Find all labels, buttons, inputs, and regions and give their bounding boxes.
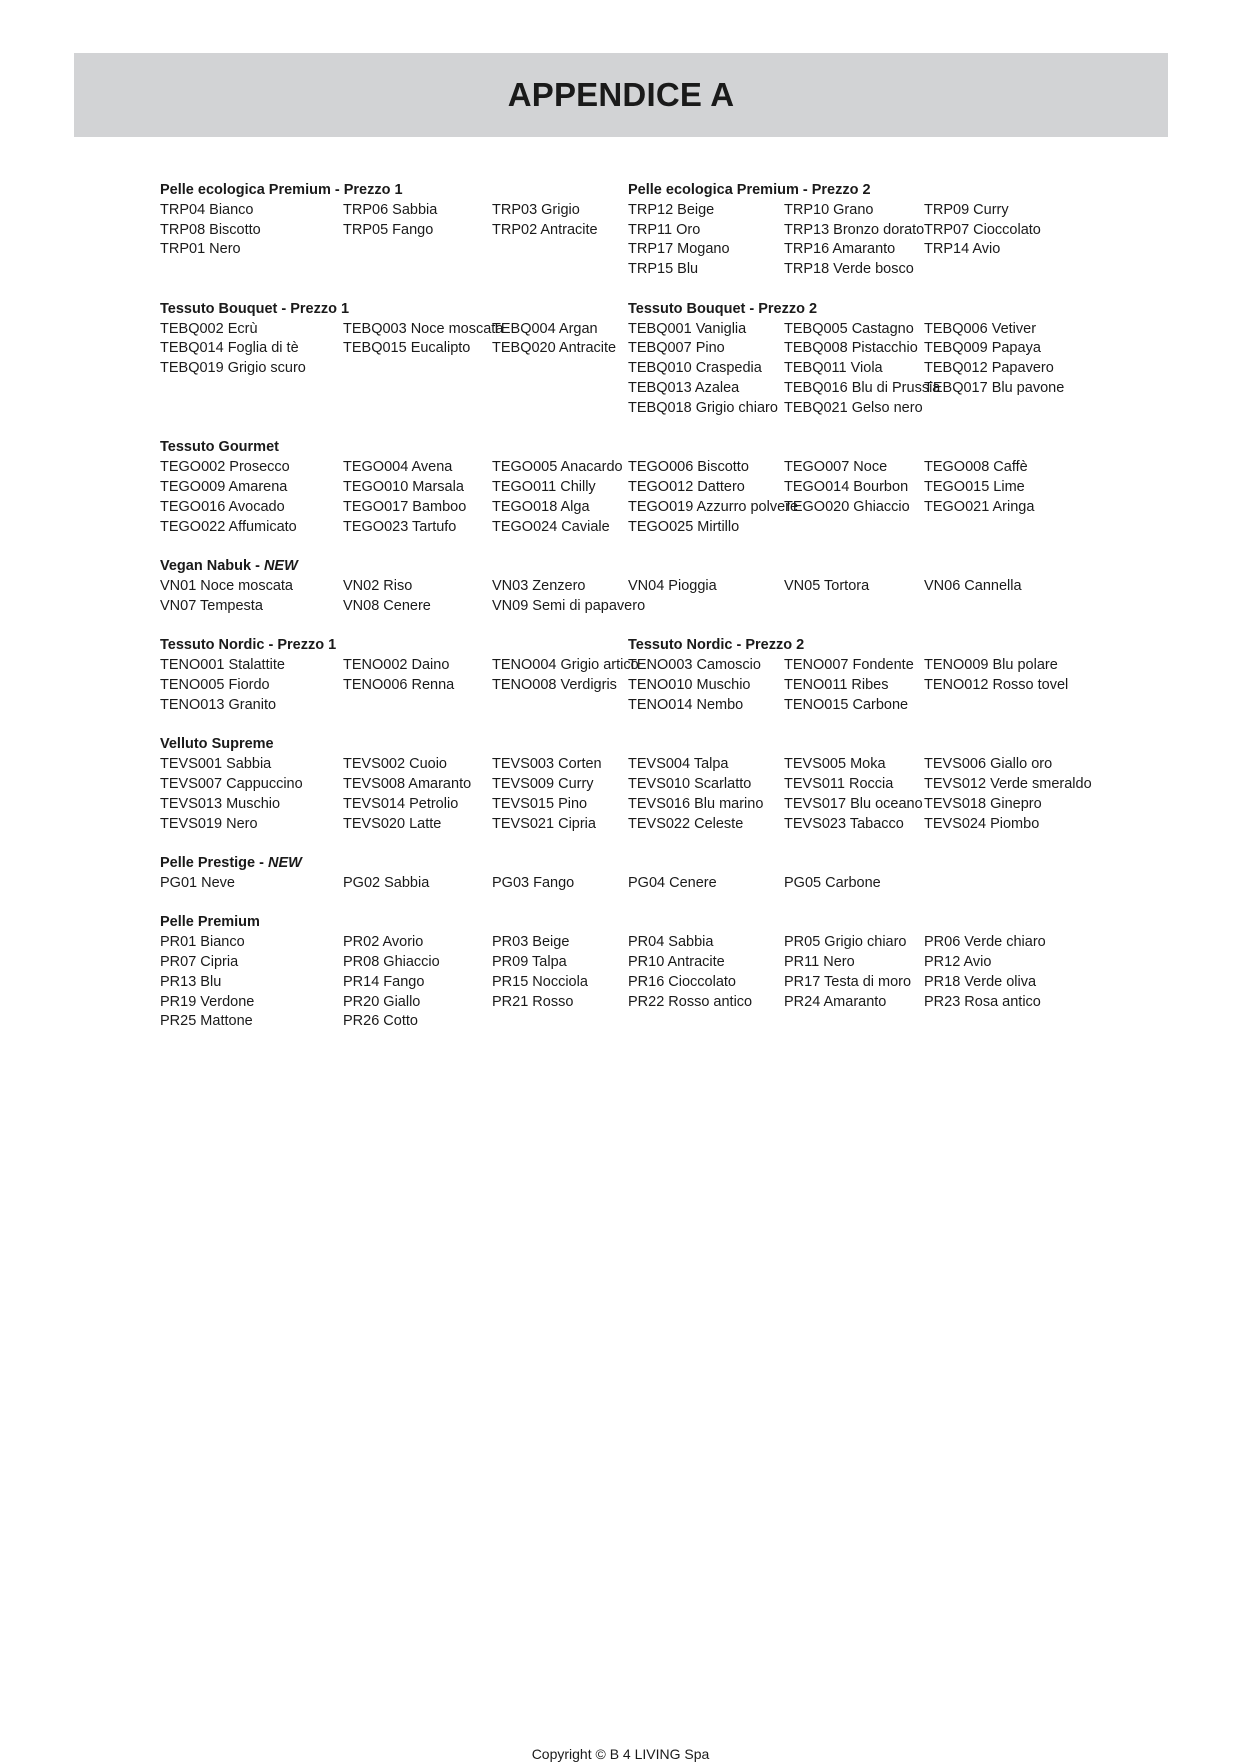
finish-row <box>160 993 1120 1013</box>
finish-item: TEVS023 Tabacco <box>784 815 904 832</box>
finish-item: TRP06 Sabbia <box>343 201 438 218</box>
finish-item: TEVS006 Giallo oro <box>924 756 1053 773</box>
finish-section <box>160 854 1120 894</box>
finish-item <box>784 1012 924 1032</box>
finish-item <box>784 518 924 538</box>
finish-item: TEBQ015 Eucalipto <box>343 340 471 357</box>
finish-item <box>924 399 1074 419</box>
finish-item: TRP09 Curry <box>924 201 1009 218</box>
finish-item: TEVS013 Muschio <box>160 795 281 812</box>
finish-item: TENO005 Fiordo <box>160 676 270 693</box>
finish-item: TEGO019 Azzurro polvere <box>628 498 799 515</box>
section-title-text: Pelle Prestige - <box>160 855 268 872</box>
finish-row <box>160 953 1120 973</box>
finish-item: VN06 Cannella <box>924 577 1022 594</box>
finish-item: TEBQ006 Vetiver <box>924 320 1037 337</box>
finish-item: TEBQ012 Papavero <box>924 360 1054 377</box>
finish-item: TENO015 Carbone <box>784 696 909 713</box>
finish-item: TEGO008 Caffè <box>924 459 1028 476</box>
finish-item: TEBQ014 Foglia di tè <box>160 340 299 357</box>
finish-item: TEGO006 Biscotto <box>628 459 749 476</box>
new-badge: NEW <box>263 558 298 575</box>
finish-item: TRP16 Amaranto <box>784 241 896 258</box>
finish-item: TEGO015 Lime <box>924 478 1025 495</box>
finish-item: PG03 Fango <box>492 874 575 891</box>
finish-item <box>343 260 492 280</box>
finish-item: TRP07 Cioccolato <box>924 221 1041 238</box>
section-title <box>160 636 628 656</box>
section-title-secondary: Tessuto Bouquet - Prezzo 2 <box>628 300 818 317</box>
finish-row <box>160 933 1120 953</box>
finish-item: TRP14 Avio <box>924 241 1001 258</box>
finish-item: TEGO024 Caviale <box>492 518 610 535</box>
finish-item <box>343 359 492 379</box>
finish-list <box>160 181 1120 1052</box>
finish-item: TEGO007 Noce <box>784 459 888 476</box>
finish-item <box>343 399 492 419</box>
finish-item: TEGO004 Avena <box>343 459 453 476</box>
finish-item: VN01 Noce moscata <box>160 577 293 594</box>
finish-row <box>160 795 1120 815</box>
finish-item: TEBQ009 Papaya <box>924 340 1041 357</box>
section-title-row <box>160 735 1120 755</box>
finish-item: TEBQ016 Blu di Prussia <box>784 379 941 396</box>
finish-item: TEVS020 Latte <box>343 815 442 832</box>
finish-section <box>160 557 1120 616</box>
finish-item: TEBQ005 Castagno <box>784 320 914 337</box>
finish-section <box>160 735 1120 834</box>
finish-row <box>160 260 1120 280</box>
finish-item: TEVS014 Petrolio <box>343 795 459 812</box>
finish-item <box>492 359 628 379</box>
finish-item: PR24 Amaranto <box>784 993 887 1010</box>
finish-item: TEBQ013 Azalea <box>628 379 740 396</box>
finish-item: TEVS005 Moka <box>784 756 886 773</box>
finish-item: PR13 Blu <box>160 973 222 990</box>
finish-item <box>492 696 628 716</box>
finish-item: TRP05 Fango <box>343 221 434 238</box>
finish-section <box>160 913 1120 1032</box>
section-title <box>160 913 628 933</box>
finish-item: PR20 Giallo <box>343 993 421 1010</box>
finish-item: TEVS001 Sabbia <box>160 756 272 773</box>
finish-item <box>492 260 628 280</box>
finish-item: TRP18 Verde bosco <box>784 261 914 278</box>
finish-item: TRP11 Oro <box>628 221 701 238</box>
finish-item: PG01 Neve <box>160 874 235 891</box>
finish-item <box>924 874 1074 894</box>
finish-item: TEVS015 Pino <box>492 795 588 812</box>
finish-item: TEBQ007 Pino <box>628 340 725 357</box>
finish-item: TENO014 Nembo <box>628 696 744 713</box>
section-title-secondary: Pelle ecologica Premium - Prezzo 2 <box>628 182 871 198</box>
finish-item <box>924 518 1074 538</box>
finish-item: TEGO025 Mirtillo <box>628 518 740 535</box>
section-title-text: Tessuto Gourmet <box>160 439 279 456</box>
finish-item: PR09 Talpa <box>492 954 567 971</box>
finish-item: PR01 Bianco <box>160 934 245 951</box>
finish-item: TRP01 Nero <box>160 241 241 258</box>
section-title-row <box>160 557 1120 577</box>
finish-item: TEGO016 Avocado <box>160 498 285 515</box>
finish-item: VN05 Tortora <box>784 577 870 594</box>
finish-item <box>924 260 1074 280</box>
finish-row <box>160 399 1120 419</box>
section-title <box>160 438 628 458</box>
finish-section <box>160 636 1120 715</box>
finish-item: PR18 Verde oliva <box>924 973 1037 990</box>
finish-row <box>160 775 1120 795</box>
finish-item: TEGO023 Tartufo <box>343 518 457 535</box>
finish-item <box>160 399 343 419</box>
copyright-footer: Copyright © B 4 LIVING Spa <box>531 1746 710 1762</box>
finish-item <box>160 379 343 399</box>
finish-item: VN04 Pioggia <box>628 577 717 594</box>
new-badge: NEW <box>268 855 302 872</box>
finish-row <box>160 597 1120 617</box>
finish-row <box>160 478 1120 498</box>
finish-item: TEBQ019 Grigio scuro <box>160 360 306 377</box>
finish-item: TEBQ011 Viola <box>784 360 883 377</box>
finish-item: TEGO022 Affumicato <box>160 518 297 535</box>
finish-item: PR15 Nocciola <box>492 973 588 990</box>
finish-item: PR21 Rosso <box>492 993 574 1010</box>
finish-item <box>628 597 784 617</box>
finish-row <box>160 458 1120 478</box>
finish-item: TEGO017 Bamboo <box>343 498 467 515</box>
finish-row <box>160 1012 1120 1032</box>
finish-item: TEVS003 Corten <box>492 756 602 773</box>
finish-item: PG05 Carbone <box>784 874 881 891</box>
finish-item: TEVS022 Celeste <box>628 815 744 832</box>
finish-item: TEGO021 Aringa <box>924 498 1035 515</box>
finish-item: PR07 Cipria <box>160 954 239 971</box>
finish-item: TENO012 Rosso tovel <box>924 676 1069 693</box>
finish-row <box>160 874 1120 894</box>
finish-item: TEBQ002 Ecrù <box>160 320 258 337</box>
section-title-row <box>160 636 1120 656</box>
section-title-text: Pelle ecologica Premium - Prezzo 1 <box>160 182 403 198</box>
finish-item: TRP04 Bianco <box>160 201 254 218</box>
finish-item: TRP03 Grigio <box>492 201 580 218</box>
section-title-text: Tessuto Nordic - Prezzo 1 <box>160 637 337 654</box>
finish-item <box>924 1012 1074 1032</box>
finish-section <box>160 300 1120 419</box>
finish-item: PR26 Cotto <box>343 1013 418 1030</box>
finish-item <box>492 379 628 399</box>
finish-item: PR08 Ghiaccio <box>343 954 440 971</box>
section-title-text: Vegan Nabuk - <box>160 558 264 575</box>
finish-section <box>160 438 1120 537</box>
finish-item: PR23 Rosa antico <box>924 993 1041 1010</box>
finish-item: PR12 Avio <box>924 954 992 971</box>
section-title-text: Tessuto Bouquet - Prezzo 1 <box>160 300 350 317</box>
finish-item: TEBQ003 Noce moscata <box>343 320 504 337</box>
finish-item: TENO011 Ribes <box>784 676 889 693</box>
finish-item: TEGO011 Chilly <box>492 478 596 495</box>
finish-item: VN08 Cenere <box>343 597 431 614</box>
finish-item: TENO009 Blu polare <box>924 657 1058 674</box>
finish-item <box>492 399 628 419</box>
finish-item: TEBQ018 Grigio chiaro <box>628 399 778 416</box>
section-title-row <box>160 913 1120 933</box>
section-title-text: Pelle Premium <box>160 914 260 931</box>
finish-row <box>160 815 1120 835</box>
section-title <box>160 300 628 320</box>
finish-row <box>160 518 1120 538</box>
finish-item <box>924 696 1074 716</box>
finish-item: TEGO002 Prosecco <box>160 459 290 476</box>
finish-item: TRP08 Biscotto <box>160 221 261 238</box>
finish-item: PR06 Verde chiaro <box>924 934 1046 951</box>
finish-row <box>160 221 1120 241</box>
finish-item: TEGO012 Dattero <box>628 478 745 495</box>
finish-item: TENO007 Fondente <box>784 657 914 674</box>
finish-item: TRP15 Blu <box>628 261 699 278</box>
finish-item: TEVS019 Nero <box>160 815 258 832</box>
finish-item: TRP17 Mogano <box>628 241 730 258</box>
section-title-text: Velluto Supreme <box>160 736 274 753</box>
finish-item: PR19 Verdone <box>160 993 255 1010</box>
finish-item: TEBQ020 Antracite <box>492 340 617 357</box>
finish-item: PG04 Cenere <box>628 874 717 891</box>
finish-item: TEGO020 Ghiaccio <box>784 498 910 515</box>
finish-item: TENO013 Granito <box>160 696 277 713</box>
finish-item: TEBQ021 Gelso nero <box>784 399 923 416</box>
finish-item: TEVS002 Cuoio <box>343 756 447 773</box>
finish-row <box>160 320 1120 340</box>
finish-item: TEGO018 Alga <box>492 498 590 515</box>
finish-row <box>160 240 1120 260</box>
finish-item: TRP02 Antracite <box>492 221 598 238</box>
finish-row <box>160 359 1120 379</box>
section-title-row <box>160 181 1120 201</box>
finish-item <box>924 597 1074 617</box>
finish-item: PR16 Cioccolato <box>628 973 736 990</box>
finish-item: TENO008 Verdigris <box>492 676 617 693</box>
finish-item: PR11 Nero <box>784 954 855 971</box>
finish-item: PR04 Sabbia <box>628 934 714 951</box>
finish-item: TENO003 Camoscio <box>628 657 761 674</box>
finish-item <box>343 240 492 260</box>
section-title-secondary: Tessuto Nordic - Prezzo 2 <box>628 637 805 654</box>
finish-item: PR22 Rosso antico <box>628 993 753 1010</box>
finish-item: VN03 Zenzero <box>492 577 586 594</box>
finish-item: PR03 Beige <box>492 934 570 951</box>
finish-item: VN07 Tempesta <box>160 597 263 614</box>
finish-item: TENO010 Muschio <box>628 676 751 693</box>
finish-row <box>160 696 1120 716</box>
finish-item: TEGO010 Marsala <box>343 478 464 495</box>
finish-row <box>160 577 1120 597</box>
finish-item: TEBQ008 Pistacchio <box>784 340 918 357</box>
finish-item <box>343 379 492 399</box>
finish-item <box>628 1012 784 1032</box>
finish-item: TENO002 Daino <box>343 657 450 674</box>
finish-item: TENO006 Renna <box>343 676 455 693</box>
finish-item <box>343 696 492 716</box>
finish-item: TEGO009 Amarena <box>160 478 288 495</box>
finish-item: TENO004 Grigio artico <box>492 657 639 674</box>
finish-item: TEVS011 Roccia <box>784 775 894 792</box>
page-title: APPENDICE A <box>507 76 735 113</box>
finish-item: TRP10 Grano <box>784 201 874 218</box>
finish-item: PG02 Sabbia <box>343 874 430 891</box>
finish-item: TEBQ010 Craspedia <box>628 360 762 377</box>
finish-item: PR17 Testa di moro <box>784 973 912 990</box>
finish-row <box>160 201 1120 221</box>
finish-item: TEVS021 Cipria <box>492 815 596 832</box>
finish-item <box>160 260 343 280</box>
section-title <box>160 735 628 755</box>
finish-item: TEVS012 Verde smeraldo <box>924 775 1092 792</box>
finish-item: VN09 Semi di papavero <box>492 597 646 614</box>
finish-item: TEVS009 Curry <box>492 775 594 792</box>
finish-item <box>784 597 924 617</box>
page-header <box>74 53 1168 137</box>
finish-item: PR10 Antracite <box>628 954 725 971</box>
section-title-row <box>160 854 1120 874</box>
finish-item: TEBQ017 Blu pavone <box>924 379 1065 396</box>
finish-row <box>160 656 1120 676</box>
finish-item: TEGO014 Bourbon <box>784 478 909 495</box>
finish-item: PR14 Fango <box>343 973 425 990</box>
finish-item: PR02 Avorio <box>343 934 424 951</box>
finish-item: VN02 Riso <box>343 577 413 594</box>
finish-item: TEVS004 Talpa <box>628 756 729 773</box>
finish-item: PR25 Mattone <box>160 1013 253 1030</box>
finish-item: TEVS018 Ginepro <box>924 795 1042 812</box>
finish-item: TEVS010 Scarlatto <box>628 775 752 792</box>
finish-item: TEVS016 Blu marino <box>628 795 764 812</box>
finish-item: TEVS024 Piombo <box>924 815 1040 832</box>
finish-item: TENO001 Stalattite <box>160 657 285 674</box>
finish-row <box>160 379 1120 399</box>
finish-item: TEBQ001 Vaniglia <box>628 320 747 337</box>
finish-item: TEVS007 Cappuccino <box>160 775 303 792</box>
finish-row <box>160 498 1120 518</box>
section-title <box>160 557 628 577</box>
finish-item <box>492 240 628 260</box>
finish-item: TEVS017 Blu oceano <box>784 795 923 812</box>
finish-row <box>160 676 1120 696</box>
finish-item <box>492 1012 628 1032</box>
section-title-row <box>160 438 1120 458</box>
finish-row <box>160 755 1120 775</box>
finish-row <box>160 339 1120 359</box>
finish-row <box>160 973 1120 993</box>
finish-item: PR05 Grigio chiaro <box>784 934 907 951</box>
finish-item: TEGO005 Anacardo <box>492 459 623 476</box>
finish-section <box>160 181 1120 280</box>
section-title-row <box>160 300 1120 320</box>
section-title <box>160 854 628 874</box>
finish-item: TRP12 Beige <box>628 201 715 218</box>
finish-item: TEVS008 Amaranto <box>343 775 472 792</box>
section-title <box>160 181 628 201</box>
finish-item: TEBQ004 Argan <box>492 320 598 337</box>
finish-item: TRP13 Bronzo dorato <box>784 221 925 238</box>
